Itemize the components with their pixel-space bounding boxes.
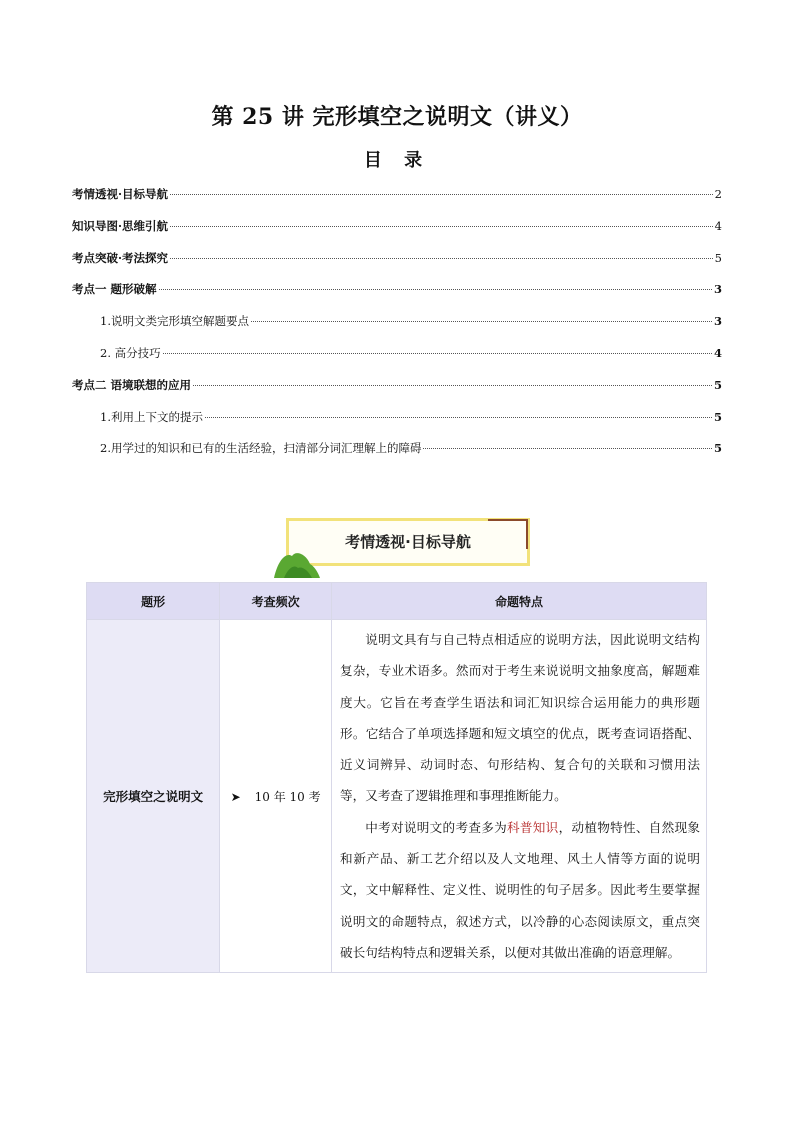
section-banner: [286, 518, 534, 570]
toc-entry[interactable]: [72, 250, 722, 282]
toc-entry-page: 5: [713, 377, 722, 392]
toc-entry-label: 1.说明文类完形填空解题要点: [100, 314, 249, 329]
toc-entry[interactable]: [72, 281, 722, 313]
toc-entry-page: 4: [713, 345, 722, 360]
toc-entry[interactable]: [72, 409, 722, 441]
banner-accent-line: [488, 519, 528, 521]
features-paragraph-2: [340, 812, 700, 968]
frequency-cell: [220, 620, 332, 973]
header-frequency: 考查频次: [220, 583, 332, 620]
features-paragraph-1: 说明文具有与自己特点相适应的说明方法，因此说明文结构复杂，专业术语多。然而对于考生来说说明文抽象度高，解题难度大。它旨在考查学生语法和词汇知识综合运用能力的典形题形。它结合了单项选择题和短文填空的优点，既考查词语搭配、近义词辨异、动词时态、句形结构、复合句的关联和习惯用法等，又考查了逻辑推理和事理推断能力。: [340, 632, 700, 804]
toc-entry[interactable]: [72, 440, 722, 472]
toc-entry[interactable]: [72, 377, 722, 409]
table-row: [87, 620, 707, 973]
toc-entry-label: 1.利用上下文的提示: [100, 409, 203, 424]
banner-title: 考情透视·目标导航: [345, 533, 471, 551]
banner-accent-line-vertical: [526, 519, 528, 549]
table-of-contents: [72, 186, 722, 472]
exam-spec-table: [86, 582, 707, 973]
toc-entry-page: 5: [713, 441, 722, 456]
arrow-bullet-icon: ➤: [230, 789, 241, 804]
toc-entry-page: 5: [714, 250, 722, 265]
table-header-row: [87, 583, 707, 620]
toc-entry-page: 5: [713, 409, 722, 424]
toc-entry-page: 3: [713, 314, 722, 329]
highlight-term: 科普知识: [507, 819, 559, 835]
page-title: 第 25 讲 完形填空之说明文（讲义）: [211, 104, 583, 130]
toc-entry[interactable]: [72, 313, 722, 345]
toc-entry-page: 3: [713, 282, 722, 297]
toc-entry[interactable]: [72, 345, 722, 377]
toc-entry-label: 考点二 语境联想的应用: [72, 377, 192, 392]
question-type-cell: 完形填空之说明文: [87, 620, 220, 973]
toc-entry[interactable]: [72, 218, 722, 250]
toc-heading: 目 录: [363, 150, 431, 171]
header-type: 题形: [87, 583, 220, 620]
toc-entry-label: 知识导图·思维引航: [72, 218, 169, 233]
toc-entry-label: 考点突破·考法探究: [72, 250, 169, 265]
toc-entry-label: 2.用学过的知识和已有的生活经验，扫清部分词汇理解上的障碍: [100, 441, 422, 456]
hill-icon: [272, 550, 322, 578]
para2-text-end: ，动植物特性、自然现象和新产品、新工艺介绍以及人文地理、风土人情等方面的说明文，文中解释性、定义性、说明性的句子居多。因此考生要掌握说明文的命题特点，叙述方式，以冷静的心态阅读原文，重点突破长句结构特点和逻辑关系，以便对其做出准确的语意理解。: [340, 819, 701, 960]
header-features: 命题特点: [332, 583, 707, 620]
toc-entry-label: 考点一 题形破解: [72, 282, 157, 297]
toc-entry-page: 4: [714, 218, 722, 233]
para2-text-start: 中考对说明文的考查多为: [365, 819, 507, 835]
toc-entry-label: 考情透视·目标导航: [72, 187, 169, 201]
frequency-value: 10 年 10 考: [254, 789, 321, 804]
toc-entry-label: 2. 高分技巧: [100, 345, 161, 360]
features-cell: [332, 620, 707, 973]
toc-entry-page: 2: [714, 187, 722, 201]
toc-entry[interactable]: [72, 186, 722, 218]
